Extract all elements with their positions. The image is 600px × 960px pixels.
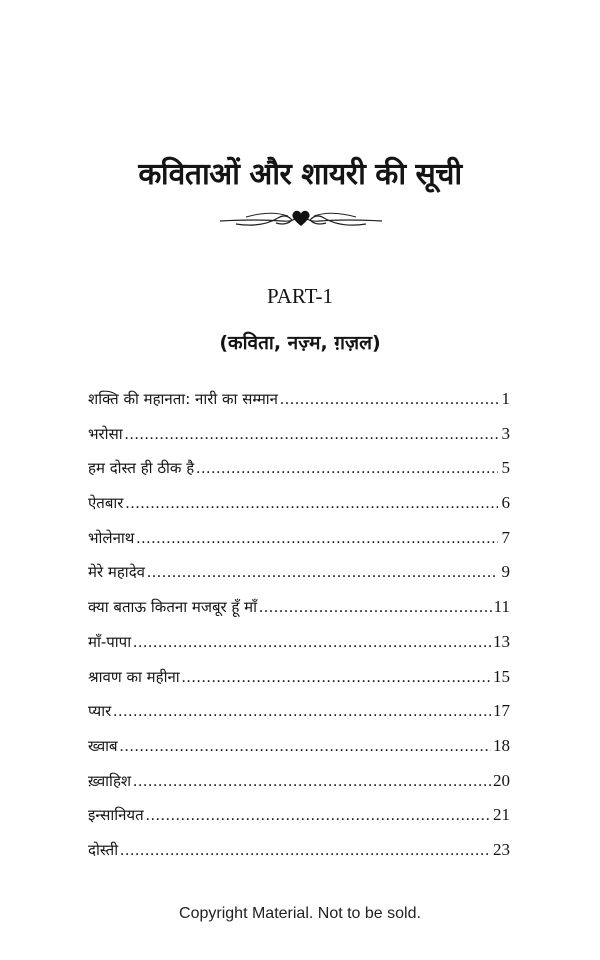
toc-entry bbox=[88, 590, 510, 625]
toc-entry-title: ख्वाब bbox=[88, 736, 118, 755]
toc-entry bbox=[88, 486, 510, 521]
toc-entry-page: 11 bbox=[493, 597, 510, 617]
toc-entry-title: हम दोस्त ही ठीक है bbox=[88, 459, 195, 478]
toc-entry-title: माँ-पापा bbox=[88, 632, 132, 651]
toc-entry-page: 18 bbox=[493, 735, 510, 755]
toc-entry-page: 1 bbox=[501, 389, 510, 408]
toc-entry-title: ऐतबार bbox=[88, 494, 124, 513]
toc-entry-page: 21 bbox=[493, 805, 510, 825]
table-of-contents bbox=[88, 382, 510, 868]
toc-entry-page: 7 bbox=[501, 527, 510, 547]
toc-entry-page: 23 bbox=[493, 839, 510, 859]
toc-leader-dots bbox=[146, 799, 491, 834]
toc-entry bbox=[88, 382, 510, 417]
toc-entry-title: श्रावण का महीना bbox=[88, 667, 180, 686]
part-subtitle: (कविता, नज़्म, ग़ज़ल) bbox=[219, 332, 381, 354]
toc-entry-title: ख़्वाहिश bbox=[88, 771, 132, 790]
toc-entry bbox=[88, 833, 510, 868]
toc-entry-page: 6 bbox=[501, 493, 510, 513]
toc-entry bbox=[88, 521, 510, 556]
toc-entry-title: प्यार bbox=[88, 702, 112, 721]
toc-entry bbox=[88, 451, 510, 486]
toc-leader-dots bbox=[259, 591, 492, 626]
toc-entry-page: 9 bbox=[501, 562, 510, 582]
toc-leader-dots bbox=[120, 834, 491, 869]
heart-flourish-ornament bbox=[216, 204, 386, 234]
toc-leader-dots bbox=[133, 765, 491, 800]
toc-entry-title: भोलेनाथ bbox=[88, 528, 135, 547]
toc-leader-dots bbox=[113, 695, 491, 730]
toc-entry bbox=[88, 729, 510, 764]
toc-entry-page: 15 bbox=[493, 666, 510, 686]
page-title: कविताओं और शायरी की सूची bbox=[138, 157, 462, 192]
toc-leader-dots bbox=[182, 661, 491, 696]
toc-entry-title: भरोसा bbox=[88, 424, 123, 443]
toc-entry bbox=[88, 555, 510, 590]
toc-entry bbox=[88, 417, 510, 452]
toc-entry-title: मेरे महादेव bbox=[88, 563, 145, 582]
toc-entry bbox=[88, 625, 510, 660]
copyright-notice: Copyright Material. Not to be sold. bbox=[179, 905, 421, 922]
toc-leader-dots bbox=[120, 730, 491, 765]
toc-entry bbox=[88, 660, 510, 695]
toc-entry-page: 5 bbox=[501, 458, 510, 478]
toc-leader-dots bbox=[133, 626, 491, 661]
toc-leader-dots bbox=[125, 487, 498, 522]
toc-entry-title: शक्ति की महानता: नारी का सम्मान bbox=[88, 390, 278, 408]
toc-entry bbox=[88, 694, 510, 729]
toc-entry-page: 13 bbox=[493, 631, 510, 651]
toc-leader-dots bbox=[280, 383, 498, 418]
toc-entry-title: दोस्ती bbox=[88, 840, 119, 859]
part-label: PART-1 bbox=[266, 284, 334, 308]
toc-leader-dots bbox=[147, 556, 498, 591]
toc-entry-title: क्या बताऊ कितना मजबूर हूँ माँ bbox=[88, 598, 258, 617]
toc-entry-page: 17 bbox=[493, 701, 510, 721]
toc-entry-page: 20 bbox=[493, 770, 510, 790]
toc-entry bbox=[88, 798, 510, 833]
toc-entry bbox=[88, 764, 510, 799]
toc-entry-page: 3 bbox=[501, 423, 510, 443]
toc-entry-title: इन्सानियत bbox=[88, 806, 144, 825]
toc-leader-dots bbox=[196, 452, 498, 487]
toc-leader-dots bbox=[136, 522, 498, 557]
toc-leader-dots bbox=[125, 418, 498, 453]
